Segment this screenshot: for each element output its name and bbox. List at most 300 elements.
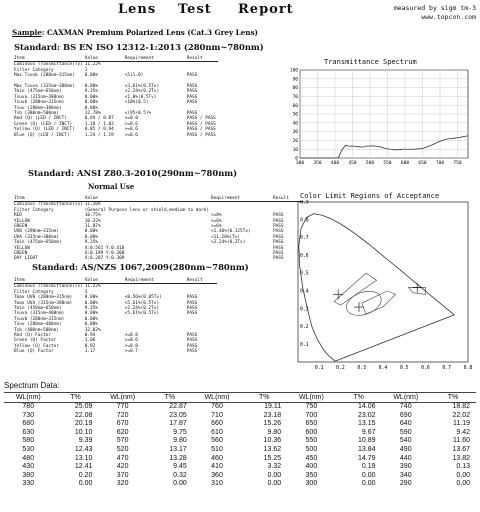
transmittance-cell: 0.00 bbox=[456, 471, 470, 479]
wavelength-cell: 530 bbox=[22, 445, 35, 453]
sample-line bbox=[12, 28, 258, 37]
table-cell: PASS / PASS bbox=[186, 132, 216, 138]
table-cell: Tmin (475nm~650nm) bbox=[14, 89, 62, 95]
table-cell: PASS bbox=[272, 218, 284, 224]
transmittance-cell: 17.87 bbox=[169, 420, 187, 428]
wavelength-cell: 620 bbox=[116, 428, 129, 436]
x-tick-label: 0.5 bbox=[399, 366, 409, 371]
transmittance-cell: 10.36 bbox=[263, 437, 282, 445]
table-cell: <(95+0.5)% bbox=[124, 111, 152, 117]
wavelength-cell: 520 bbox=[116, 445, 129, 453]
table-cell: 0.00% bbox=[84, 295, 98, 301]
transmittance-cell: 13.62 bbox=[263, 445, 282, 453]
table-cell: Tsb (400nm~500nm) bbox=[14, 327, 59, 333]
transmittance-cell: 0.00 bbox=[361, 471, 376, 479]
transmittance-cell: 12.41 bbox=[74, 463, 93, 471]
table-cell: PASS bbox=[272, 240, 284, 246]
table-row bbox=[14, 349, 217, 354]
transmittance-cell: 9.80 bbox=[173, 437, 187, 445]
table-cell: 0.00% bbox=[84, 73, 98, 79]
wavelength-cell: 480 bbox=[22, 454, 35, 462]
spectrum-column-header: T% bbox=[336, 393, 382, 403]
wavelength-cell: 420 bbox=[116, 463, 129, 471]
x-tick-label: 650 bbox=[418, 161, 427, 166]
transmittance-cell: 22.02 bbox=[452, 411, 470, 419]
y-tick-label: 70 bbox=[292, 95, 298, 100]
transmittance-cell: 10.89 bbox=[357, 437, 376, 445]
transmittance-cell: 9.75 bbox=[173, 428, 187, 436]
transmittance-cell: 23.02 bbox=[357, 411, 376, 419]
x-tick-label: 400 bbox=[330, 161, 340, 166]
wavelength-cell: 330 bbox=[22, 480, 35, 488]
spectrum-column-header: T% bbox=[147, 393, 193, 403]
table-cell: PASS / PASS bbox=[186, 116, 216, 122]
transmittance-cell: 0.20 bbox=[78, 471, 93, 479]
transmittance-chart bbox=[284, 66, 476, 170]
table-cell: Filter Category bbox=[14, 289, 54, 295]
wavelength-cell: 290 bbox=[399, 480, 412, 488]
wavelength-cell: 630 bbox=[22, 428, 35, 436]
spectrum-row bbox=[4, 472, 476, 481]
wavelength-cell: 340 bbox=[399, 471, 412, 479]
column-header: Value bbox=[85, 56, 125, 62]
transmittance-cell: 13.67 bbox=[452, 445, 470, 453]
table-cell: UVA (315nm~380nm) bbox=[14, 234, 59, 240]
table-cell: 11.20% bbox=[84, 202, 101, 208]
column-header: Value bbox=[85, 278, 125, 284]
table-cell: PASS bbox=[186, 338, 198, 344]
table-cell: PASS bbox=[272, 251, 284, 257]
table-cell: <5.61%(0.5Tv) bbox=[124, 311, 160, 317]
spectrum-row bbox=[4, 429, 476, 438]
wavelength-cell: 750 bbox=[305, 403, 318, 410]
table-cell: <1.0%(0.5Tv) bbox=[124, 94, 157, 100]
y-tick-label: 0.5 bbox=[300, 271, 309, 277]
table-cell: 10.75% bbox=[84, 213, 101, 219]
wavelength-cell: 780 bbox=[22, 403, 35, 410]
plot-frame bbox=[298, 202, 468, 362]
wavelength-cell: 720 bbox=[116, 411, 129, 419]
wavelength-cell: 550 bbox=[305, 437, 318, 445]
column-header: Item bbox=[14, 56, 85, 62]
y-tick-label: 10 bbox=[292, 147, 298, 153]
table-cell: 1.24 / 1.19 bbox=[84, 132, 114, 138]
column-header: Requirement bbox=[211, 196, 273, 202]
wavelength-cell: 400 bbox=[305, 463, 318, 471]
transmittance-cell: 11.60 bbox=[453, 437, 470, 445]
table-cell: PASS bbox=[186, 300, 198, 306]
website-text: www.topcon.com bbox=[421, 13, 476, 21]
table-cell: Luminous Transmittance(Tv) bbox=[14, 202, 83, 208]
title-word-lens: Lens bbox=[118, 2, 157, 17]
color-limit-chart-title: Color Limit Regions of Acceptance bbox=[300, 192, 440, 200]
table-cell: >=0.7 bbox=[124, 349, 138, 355]
table-cell: (General Purpose lens or shield,medium to dark) bbox=[84, 207, 209, 213]
spectrum-header-row bbox=[4, 393, 476, 403]
y-tick-label: 40 bbox=[292, 121, 298, 127]
table-cell: >=0.6 bbox=[124, 127, 138, 133]
title-word-test: Test bbox=[178, 2, 212, 17]
transmittance-cell: 0.00 bbox=[267, 480, 282, 488]
spectrum-column-header: T% bbox=[430, 393, 476, 403]
chromaticity-point bbox=[354, 302, 364, 312]
transmittance-cell: 10.10 bbox=[74, 428, 93, 436]
table-cell: PASS bbox=[272, 224, 284, 230]
spectrum-row bbox=[4, 463, 476, 472]
table-cell: 3 bbox=[84, 67, 88, 73]
transmittance-cell: 23.18 bbox=[263, 411, 282, 419]
table-cell: X:0.287 Y:0.309 bbox=[84, 256, 125, 262]
table-cell: 0.00% bbox=[84, 311, 98, 317]
y-tick-label: 0.3 bbox=[300, 307, 309, 313]
column-header: Requirement bbox=[125, 278, 187, 284]
table-cell: RED bbox=[14, 213, 22, 219]
x-tick-label: 350 bbox=[313, 161, 322, 166]
sample-value: : CAXMAN Premium Polarized Lens (Cat.3 Grey Lens) bbox=[41, 28, 258, 37]
spectrum-row bbox=[4, 446, 476, 455]
transmittance-cell: 15.25 bbox=[263, 454, 282, 462]
wavelength-cell: 540 bbox=[399, 437, 412, 445]
spectrum-row bbox=[4, 420, 476, 429]
standard-2-table bbox=[14, 196, 303, 262]
x-tick-label: 550 bbox=[383, 161, 392, 166]
table-cell: PASS bbox=[186, 84, 198, 90]
wavelength-cell: 680 bbox=[22, 420, 35, 428]
x-tick-label: 0.8 bbox=[463, 366, 473, 371]
table-cell: Luminous Transmittance(Tv) bbox=[14, 284, 83, 290]
wavelength-cell: 590 bbox=[399, 428, 412, 436]
column-header: Item bbox=[14, 196, 85, 202]
table-cell: >=0.8 bbox=[124, 333, 138, 339]
spectrum-column-header: WL(nm) bbox=[193, 393, 242, 403]
transmittance-cell: 0.00 bbox=[173, 480, 187, 488]
table-cell: Luminous Transmittance(Tv) bbox=[14, 62, 83, 68]
table-cell: 0.00% bbox=[84, 84, 98, 90]
table-cell: >=8% bbox=[210, 213, 222, 219]
transmittance-cell: 13.28 bbox=[169, 454, 187, 462]
wavelength-cell: 470 bbox=[116, 454, 129, 462]
wavelength-cell: 560 bbox=[211, 437, 223, 445]
table-cell: PASS / PASS bbox=[186, 121, 216, 127]
table-cell: >=6% bbox=[210, 224, 222, 230]
table-cell: GREEN bbox=[14, 251, 28, 257]
table-cell: PASS bbox=[186, 100, 198, 106]
table-cell: 9.35% bbox=[84, 306, 98, 312]
table-cell: >=0.8 bbox=[124, 116, 138, 122]
transmittance-cell: 9.45 bbox=[173, 463, 187, 471]
table-cell: 0.85 / 0.94 bbox=[84, 127, 114, 133]
y-tick-label: 0.4 bbox=[300, 289, 309, 295]
x-tick-label: 0.4 bbox=[378, 366, 388, 371]
standard-2-subheading: Normal Use bbox=[88, 182, 135, 191]
table-cell: <1.40%(0.125Tv) bbox=[210, 229, 251, 235]
table-cell: PASS bbox=[186, 311, 198, 317]
table-cell: >=0.6 bbox=[124, 132, 138, 138]
table-cell: PASS bbox=[186, 333, 198, 339]
y-tick-label: 60 bbox=[292, 103, 298, 109]
table-cell: <5.61%(0.5Tv) bbox=[124, 300, 160, 306]
x-tick-label: 700 bbox=[435, 161, 445, 166]
wavelength-cell: 320 bbox=[116, 480, 129, 488]
transmittance-cell: 20.19 bbox=[74, 420, 93, 428]
wavelength-cell: 690 bbox=[399, 411, 412, 419]
table-cell: Red (Q) (LED / INCT) bbox=[14, 116, 67, 122]
table-cell: 9.35% bbox=[84, 89, 98, 95]
x-tick-label: 0.7 bbox=[442, 366, 452, 371]
column-header: Result bbox=[273, 196, 303, 202]
wavelength-cell: 660 bbox=[211, 420, 223, 428]
transmittance-cell: 13.84 bbox=[357, 445, 376, 453]
table-cell: 0.00% bbox=[84, 94, 98, 100]
table-cell: PASS bbox=[186, 89, 198, 95]
table-cell: Red (Q) Factor bbox=[14, 333, 52, 339]
table-cell: <0.56%(0.05Tv) bbox=[124, 295, 162, 301]
table-cell: Yellow (Q) Factor bbox=[14, 343, 59, 349]
wavelength-cell: 710 bbox=[211, 411, 223, 419]
column-header: Requirement bbox=[125, 56, 187, 62]
transmittance-cell: 13.82 bbox=[452, 454, 470, 462]
measured-by bbox=[394, 4, 476, 22]
spectrum-row bbox=[4, 455, 476, 464]
wavelength-cell: 740 bbox=[399, 403, 412, 410]
transmittance-cell: 12.43 bbox=[74, 445, 93, 453]
table-cell: 11.22% bbox=[84, 284, 101, 290]
table-cell: Green (Q) (LED / INCT) bbox=[14, 121, 73, 127]
table-cell: 12.78% bbox=[84, 111, 101, 117]
table-cell: 12.82% bbox=[84, 327, 101, 333]
y-tick-label: 0 bbox=[295, 156, 298, 162]
transmittance-cell: 25.09 bbox=[74, 403, 93, 410]
table-cell: UVB (290nm~315nm) bbox=[14, 229, 59, 235]
table-cell: PASS bbox=[186, 306, 198, 312]
transmittance-cell: 0.19 bbox=[361, 463, 376, 471]
transmittance-cell: 15.26 bbox=[263, 420, 282, 428]
table-cell: Tsuva (315nm~400nm) bbox=[14, 311, 65, 317]
wavelength-cell: 570 bbox=[116, 437, 129, 445]
transmittance-cell: 9.39 bbox=[78, 437, 93, 445]
table-cell: 1.06 bbox=[84, 338, 96, 344]
y-tick-label: 0.6 bbox=[300, 253, 309, 259]
x-tick-label: 450 bbox=[348, 161, 357, 166]
table-cell: 1.17 bbox=[84, 349, 96, 355]
transmittance-cell: 18.82 bbox=[452, 403, 470, 410]
x-tick-label: 500 bbox=[365, 161, 375, 166]
table-cell: X:0.189 Y:0.380 bbox=[84, 251, 125, 257]
transmittance-cell: 0.32 bbox=[173, 471, 187, 479]
spectrum-column-header: WL(nm) bbox=[287, 393, 336, 403]
wavelength-cell: 760 bbox=[211, 403, 223, 410]
table-cell: PASS bbox=[272, 256, 284, 262]
table-cell: Tmin (450nm~650nm) bbox=[14, 306, 62, 312]
table-cell: PASS bbox=[186, 349, 198, 355]
table-cell: Tsuvb (280nm~315nm) bbox=[14, 316, 65, 322]
spectrum-row bbox=[4, 480, 476, 489]
table-row bbox=[14, 133, 218, 138]
chromaticity-point bbox=[412, 283, 422, 293]
table-cell: 0.94 / 0.87 bbox=[84, 116, 114, 122]
transmittance-chart-title: Transmittance Spectrum bbox=[324, 58, 417, 66]
transmittance-cell: 0.00 bbox=[267, 471, 282, 479]
table-cell: >=6% bbox=[210, 218, 222, 224]
transmittance-cell: 13.15 bbox=[357, 420, 376, 428]
table-cell: Tsuv (280nm~400nm) bbox=[14, 322, 62, 328]
standard-3-heading: Standard: AS/NZS 1067,2009(280nm~780nm) bbox=[32, 262, 249, 272]
x-tick-label: 600 bbox=[400, 161, 410, 166]
table-cell: PASS bbox=[186, 295, 198, 301]
transmittance-cell: 13.17 bbox=[169, 445, 187, 453]
wavelength-cell: 430 bbox=[22, 463, 35, 471]
wavelength-cell: 700 bbox=[305, 411, 318, 419]
wavelength-cell: 580 bbox=[22, 437, 35, 445]
table-cell: X:0.561 Y:0.418 bbox=[84, 245, 125, 251]
table-cell: Green (Q) Factor bbox=[14, 338, 57, 344]
wavelength-cell: 770 bbox=[116, 403, 129, 410]
table-cell: Tsb (380nm~500nm) bbox=[14, 111, 59, 117]
table-cell: Tsuvb (280nm~315nm) bbox=[14, 100, 65, 106]
transmittance-cell: 9.80 bbox=[267, 428, 282, 436]
standard-1-heading: Standard: BS EN ISO 12312-1:2013 (280nm~780nm) bbox=[14, 42, 264, 52]
table-cell: 0.00% bbox=[84, 322, 98, 328]
column-header: Result bbox=[187, 56, 218, 62]
table-cell: DAY LIGHT bbox=[14, 256, 38, 262]
table-cell: 0.00% bbox=[84, 234, 98, 240]
wavelength-cell: 650 bbox=[305, 420, 318, 428]
standard-1-table bbox=[14, 56, 218, 138]
table-cell: 11.22% bbox=[84, 62, 101, 68]
table-cell: Max Tsuvb (280nm~315nm) bbox=[14, 73, 75, 79]
wavelength-cell: 300 bbox=[305, 480, 318, 488]
wavelength-cell: 460 bbox=[211, 454, 223, 462]
wavelength-cell: 310 bbox=[211, 480, 223, 488]
transmittance-cell: 13.10 bbox=[74, 454, 93, 462]
y-tick-label: 30 bbox=[292, 130, 298, 136]
title-word-report: Report bbox=[238, 2, 294, 17]
table-cell: YELLOW bbox=[14, 218, 30, 224]
y-tick-label: 50 bbox=[292, 112, 298, 118]
spectrum-row bbox=[4, 437, 476, 446]
x-tick-label: 0.6 bbox=[421, 366, 430, 371]
spectrum-column-header: WL(nm) bbox=[98, 393, 147, 403]
table-cell: Max Tsuva (315nm~380nm) bbox=[14, 84, 75, 90]
wavelength-cell: 440 bbox=[399, 454, 412, 462]
wavelength-cell: 730 bbox=[22, 411, 35, 419]
table-cell: >2.24%(0.2Tv) bbox=[210, 240, 246, 246]
spectrum-data-title: Spectrum Data: bbox=[4, 381, 60, 390]
table-cell: 0.00% bbox=[84, 229, 98, 235]
table-cell: Yellow (Q) (LED / INCT) bbox=[14, 127, 75, 133]
spectrum-column-header: WL(nm) bbox=[4, 393, 53, 403]
table-cell: PASS bbox=[272, 234, 284, 240]
x-tick-label: 0.3 bbox=[357, 366, 367, 371]
wavelength-cell: 500 bbox=[305, 445, 318, 453]
table-cell: Blue (Q) Factor bbox=[14, 349, 54, 355]
green-acceptance-region bbox=[334, 273, 377, 305]
table-cell: <10%(0.5) bbox=[124, 100, 149, 106]
wavelength-cell: 490 bbox=[399, 445, 412, 453]
wavelength-cell: 360 bbox=[211, 471, 223, 479]
table-cell: Tsuv (280nm~380nm) bbox=[14, 105, 62, 111]
transmittance-cell: 22.87 bbox=[169, 403, 187, 410]
y-tick-label: 100 bbox=[289, 68, 298, 74]
table-cell: Tsuva (315nm~380nm) bbox=[14, 94, 65, 100]
spectrum-data-table bbox=[4, 392, 476, 489]
table-cell: Blue (Q) (LED / INCT) bbox=[14, 132, 70, 138]
transmittance-cell: 11.19 bbox=[453, 420, 470, 428]
column-header: Item bbox=[14, 278, 85, 284]
table-cell: 0.00% bbox=[84, 316, 98, 322]
y-tick-label: 0.8 bbox=[300, 218, 309, 224]
chromaticity-point bbox=[333, 289, 343, 299]
x-tick-label: 0.2 bbox=[336, 366, 345, 371]
table-cell: PASS bbox=[186, 343, 198, 349]
table-cell: PASS / PASS bbox=[186, 127, 216, 133]
table-cell: 10.32% bbox=[84, 218, 101, 224]
transmittance-cell: 23.05 bbox=[169, 411, 187, 419]
wavelength-cell: 450 bbox=[305, 454, 318, 462]
y-tick-label: 0.9 bbox=[300, 200, 309, 206]
x-tick-label: 0.1 bbox=[314, 366, 324, 371]
y-tick-label: 90 bbox=[292, 77, 298, 83]
table-cell: Filter Category bbox=[14, 67, 54, 73]
table-cell: GREEN bbox=[14, 224, 28, 230]
transmittance-cell: 9.67 bbox=[361, 428, 376, 436]
table-cell: PASS bbox=[186, 94, 198, 100]
measured-by-text: measured by sigm tm-3 bbox=[393, 4, 476, 12]
table-cell: Tmax UVB (280nm~315nm) bbox=[14, 295, 73, 301]
transmittance-cell: 22.08 bbox=[74, 411, 93, 419]
acceptance-ellipse bbox=[343, 287, 384, 320]
y-tick-label: 0.2 bbox=[300, 325, 309, 331]
table-cell: 0.00% bbox=[84, 105, 98, 111]
table-cell: Tmin (475nm~650nm) bbox=[14, 240, 62, 246]
table-cell: <3.61%(0.5Tv) bbox=[124, 84, 160, 90]
x-tick-label: 300 bbox=[295, 161, 305, 166]
transmittance-cell: 0.00 bbox=[361, 480, 376, 488]
table-cell: PASS bbox=[272, 213, 284, 219]
table-cell: PASS bbox=[186, 73, 198, 79]
table-cell: 1.18 / 1.03 bbox=[84, 121, 114, 127]
transmittance-line bbox=[300, 136, 468, 158]
wavelength-cell: 380 bbox=[22, 471, 35, 479]
spectrum-column-header: T% bbox=[241, 393, 287, 403]
table-cell: PASS bbox=[272, 245, 284, 251]
table-cell: <5(1.0) bbox=[124, 73, 144, 79]
wavelength-cell: 610 bbox=[211, 428, 223, 436]
wavelength-cell: 510 bbox=[211, 445, 223, 453]
transmittance-cell: 14.06 bbox=[357, 403, 376, 410]
table-cell: >2.24%(0.2Tv) bbox=[124, 306, 160, 312]
spectrum-row bbox=[4, 412, 476, 421]
wavelength-cell: 640 bbox=[399, 420, 412, 428]
transmittance-cell: 14.79 bbox=[357, 454, 376, 462]
y-tick-label: 80 bbox=[292, 86, 298, 92]
spectral-locus bbox=[299, 214, 454, 361]
table-cell: YELLOW bbox=[14, 245, 30, 251]
transmittance-cell: 0.00 bbox=[456, 480, 470, 488]
table-cell: 3 bbox=[84, 289, 88, 295]
wavelength-cell: 670 bbox=[116, 420, 129, 428]
spectrum-column-header: T% bbox=[53, 393, 99, 403]
wavelength-cell: 390 bbox=[399, 463, 412, 471]
wavelength-cell: 600 bbox=[305, 428, 318, 436]
wavelength-cell: 410 bbox=[211, 463, 223, 471]
table-cell: 9.35% bbox=[84, 240, 98, 246]
transmittance-cell: 0.13 bbox=[456, 463, 470, 471]
y-tick-label: 0.7 bbox=[300, 236, 309, 242]
x-tick-label: 750 bbox=[453, 161, 462, 166]
color-limit-chart bbox=[286, 200, 476, 376]
spectrum-row bbox=[4, 403, 476, 412]
